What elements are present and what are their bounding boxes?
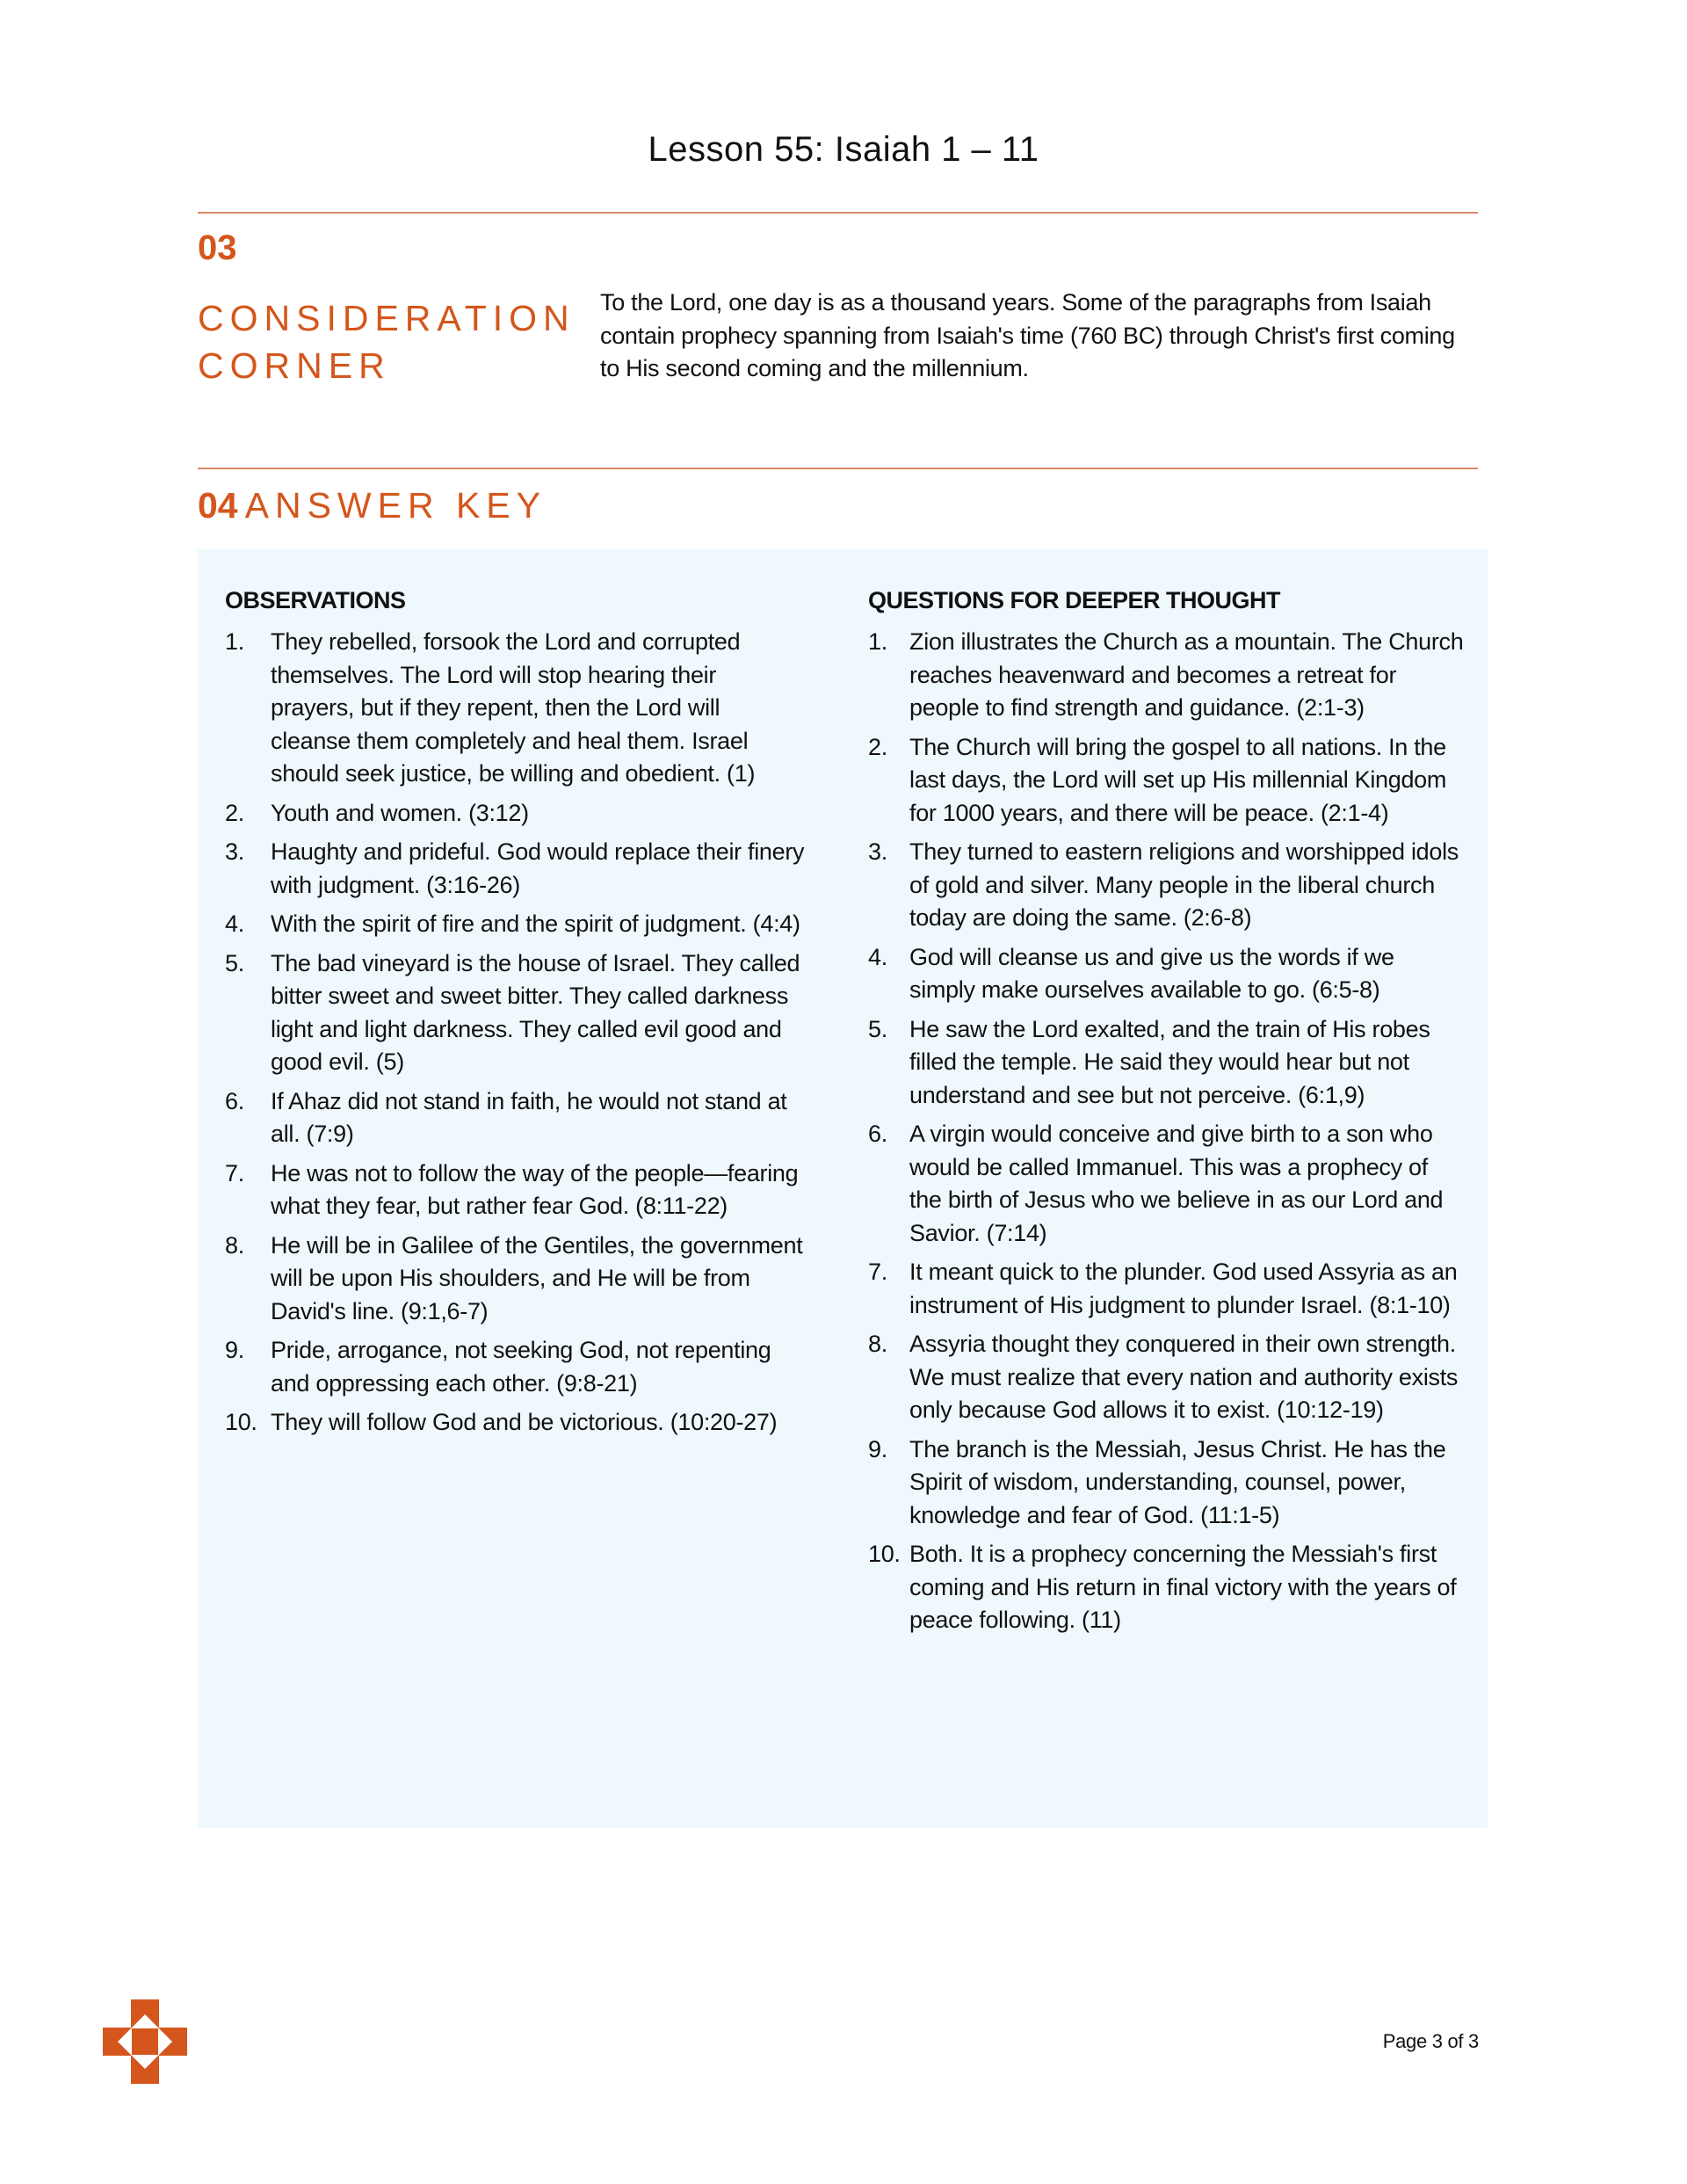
answer-key-title: ANSWER KEY	[244, 485, 547, 526]
list-item	[868, 1256, 1466, 1322]
list-item-text: Assyria thought they conquered in their own strength. We must realize that every nation and authority exists only because God allows it to exist. (10:12-19)	[909, 1331, 1459, 1423]
list-item-text: With the spirit of fire and the spirit of judgment. (4:4)	[271, 911, 800, 937]
section-divider	[198, 212, 1478, 214]
list-item	[225, 947, 805, 1079]
list-item-text: Youth and women. (3:12)	[271, 799, 529, 826]
list-item-text: They turned to eastern religions and worshipped idols of gold and silver. Many people in the liberal church today are doing the same. (2:6-8)	[909, 838, 1459, 931]
list-item	[868, 836, 1466, 935]
list-item-text: He was not to follow the way of the people—fearing what they fear, but rather fear God. (8:11-22)	[271, 1159, 799, 1219]
list-item-text: The branch is the Messiah, Jesus Christ. He has the Spirit of wisdom, understanding, counsel, power, knowledge and fear of God. (11:1-5)	[909, 1435, 1446, 1528]
consideration-corner-heading	[198, 294, 576, 389]
list-item-number: 6.	[868, 1121, 887, 1147]
consideration-heading-line1: CONSIDERATION	[198, 298, 576, 338]
list-item-number: 6.	[225, 1087, 244, 1114]
list-item-number: 3.	[868, 838, 887, 865]
list-item-number: 8.	[225, 1231, 244, 1259]
observations-title: OBSERVATIONS	[225, 587, 406, 613]
questions-list	[868, 626, 1466, 1637]
answer-key-box	[198, 549, 1488, 1828]
observations-column	[225, 584, 805, 1446]
list-item-text: They will follow God and be victorious. (10:20-27)	[271, 1409, 778, 1435]
list-item-text: Pride, arrogance, not seeking God, not repenting and oppressing each other. (9:8-21)	[271, 1337, 771, 1397]
list-item-number: 9.	[225, 1337, 244, 1363]
list-item	[868, 1538, 1466, 1637]
list-item-text: Zion illustrates the Church as a mountain. The Church reaches heavenward and becomes a retreat for people to find strength and guidance. (2:1-3)	[909, 628, 1464, 721]
list-item-number: 5.	[868, 1015, 887, 1042]
section-number-04: 04	[198, 485, 238, 526]
list-item	[868, 1433, 1466, 1533]
consideration-heading-line2: CORNER	[198, 345, 391, 386]
list-item	[868, 626, 1466, 725]
list-item	[225, 626, 805, 791]
list-item-text: It meant quick to the plunder. God used Assyria as an instrument of His judgment to plunder Israel. (8:1-10)	[909, 1259, 1458, 1318]
section-number-03: 03	[198, 229, 237, 267]
cross-diamond-logo-icon	[103, 1999, 187, 2084]
list-item-number: 1.	[225, 628, 244, 655]
list-item-text: Haughty and prideful. God would replace their finery with judgment. (3:16-26)	[271, 838, 805, 898]
list-item	[225, 1334, 805, 1400]
page-number: Page 3 of 3	[1382, 2030, 1479, 2052]
section-divider	[198, 468, 1478, 469]
list-item	[225, 1157, 805, 1223]
list-item	[868, 1013, 1466, 1113]
list-item-number: 3.	[225, 838, 244, 865]
list-item-text: He saw the Lord exalted, and the train of His robes filled the temple. He said they would hear but not understand and see but not perceive. (6:1,9)	[909, 1015, 1430, 1108]
list-item-number: 2.	[225, 799, 244, 826]
list-item	[868, 1118, 1466, 1250]
list-item-number: 8.	[868, 1331, 887, 1357]
list-item	[225, 1230, 805, 1329]
questions-column	[868, 584, 1466, 1643]
list-item-number: 1.	[868, 628, 887, 655]
list-item-text: They rebelled, forsook the Lord and corrupted themselves. The Lord will stop hearing their prayers, but if they repent, then the Lord will cleanse them completely and heal them. Israel should seek justice, be willing and obedient. (1)	[271, 628, 756, 787]
list-item-number: 10.	[868, 1541, 901, 1567]
list-item-text: God will cleanse us and give us the words if we simply make ourselves available to go. (6:5-8)	[909, 943, 1394, 1003]
list-item-number: 7.	[868, 1259, 887, 1285]
consideration-corner-text: To the Lord, one day is as a thousand years. Some of the paragraphs from Isaiah contain prophecy spanning from Isaiah's time (760 BC) through Christ's first coming to His second coming and the millennium.	[600, 289, 1455, 381]
list-item-number: 2.	[868, 733, 887, 760]
observations-list	[225, 626, 805, 1440]
answer-key-heading	[198, 485, 547, 526]
list-item-text: He will be in Galilee of the Gentiles, the government will be upon His shoulders, and He will be from David's line. (9:1,6-7)	[271, 1231, 803, 1324]
list-item	[225, 908, 805, 941]
list-item	[225, 836, 805, 902]
list-item-text: Both. It is a prophecy concerning the Messiah's first coming and His return in final victory with the years of peace following. (11)	[909, 1541, 1457, 1633]
page-title: Lesson 55: Isaiah 1 – 11	[648, 130, 1039, 169]
list-item-number: 5.	[225, 949, 244, 976]
list-item	[868, 731, 1466, 831]
list-item-number: 10.	[225, 1409, 257, 1435]
list-item	[868, 1328, 1466, 1427]
list-item-number: 7.	[225, 1159, 244, 1186]
list-item	[868, 941, 1466, 1007]
list-item-text: If Ahaz did not stand in faith, he would not stand at all. (7:9)	[271, 1087, 787, 1147]
list-item-text: A virgin would conceive and give birth to a son who would be called Immanuel. This was a prophecy of the birth of Jesus who we believe in as our Lord and Savior. (7:14)	[909, 1121, 1444, 1246]
questions-title: QUESTIONS FOR DEEPER THOUGHT	[868, 587, 1281, 613]
list-item	[225, 1406, 805, 1440]
list-item-text: The bad vineyard is the house of Israel. They called bitter sweet and sweet bitter. They called darkness light and light darkness. They called evil good and good evil. (5)	[271, 949, 800, 1075]
list-item-text: The Church will bring the gospel to all nations. In the last days, the Lord will set up His millennial Kingdom for 1000 years, and there will be peace. (2:1-4)	[909, 733, 1447, 826]
list-item-number: 4.	[225, 911, 244, 937]
list-item	[225, 1085, 805, 1151]
list-item-number: 4.	[868, 943, 887, 970]
list-item	[225, 797, 805, 831]
list-item-number: 9.	[868, 1435, 887, 1462]
